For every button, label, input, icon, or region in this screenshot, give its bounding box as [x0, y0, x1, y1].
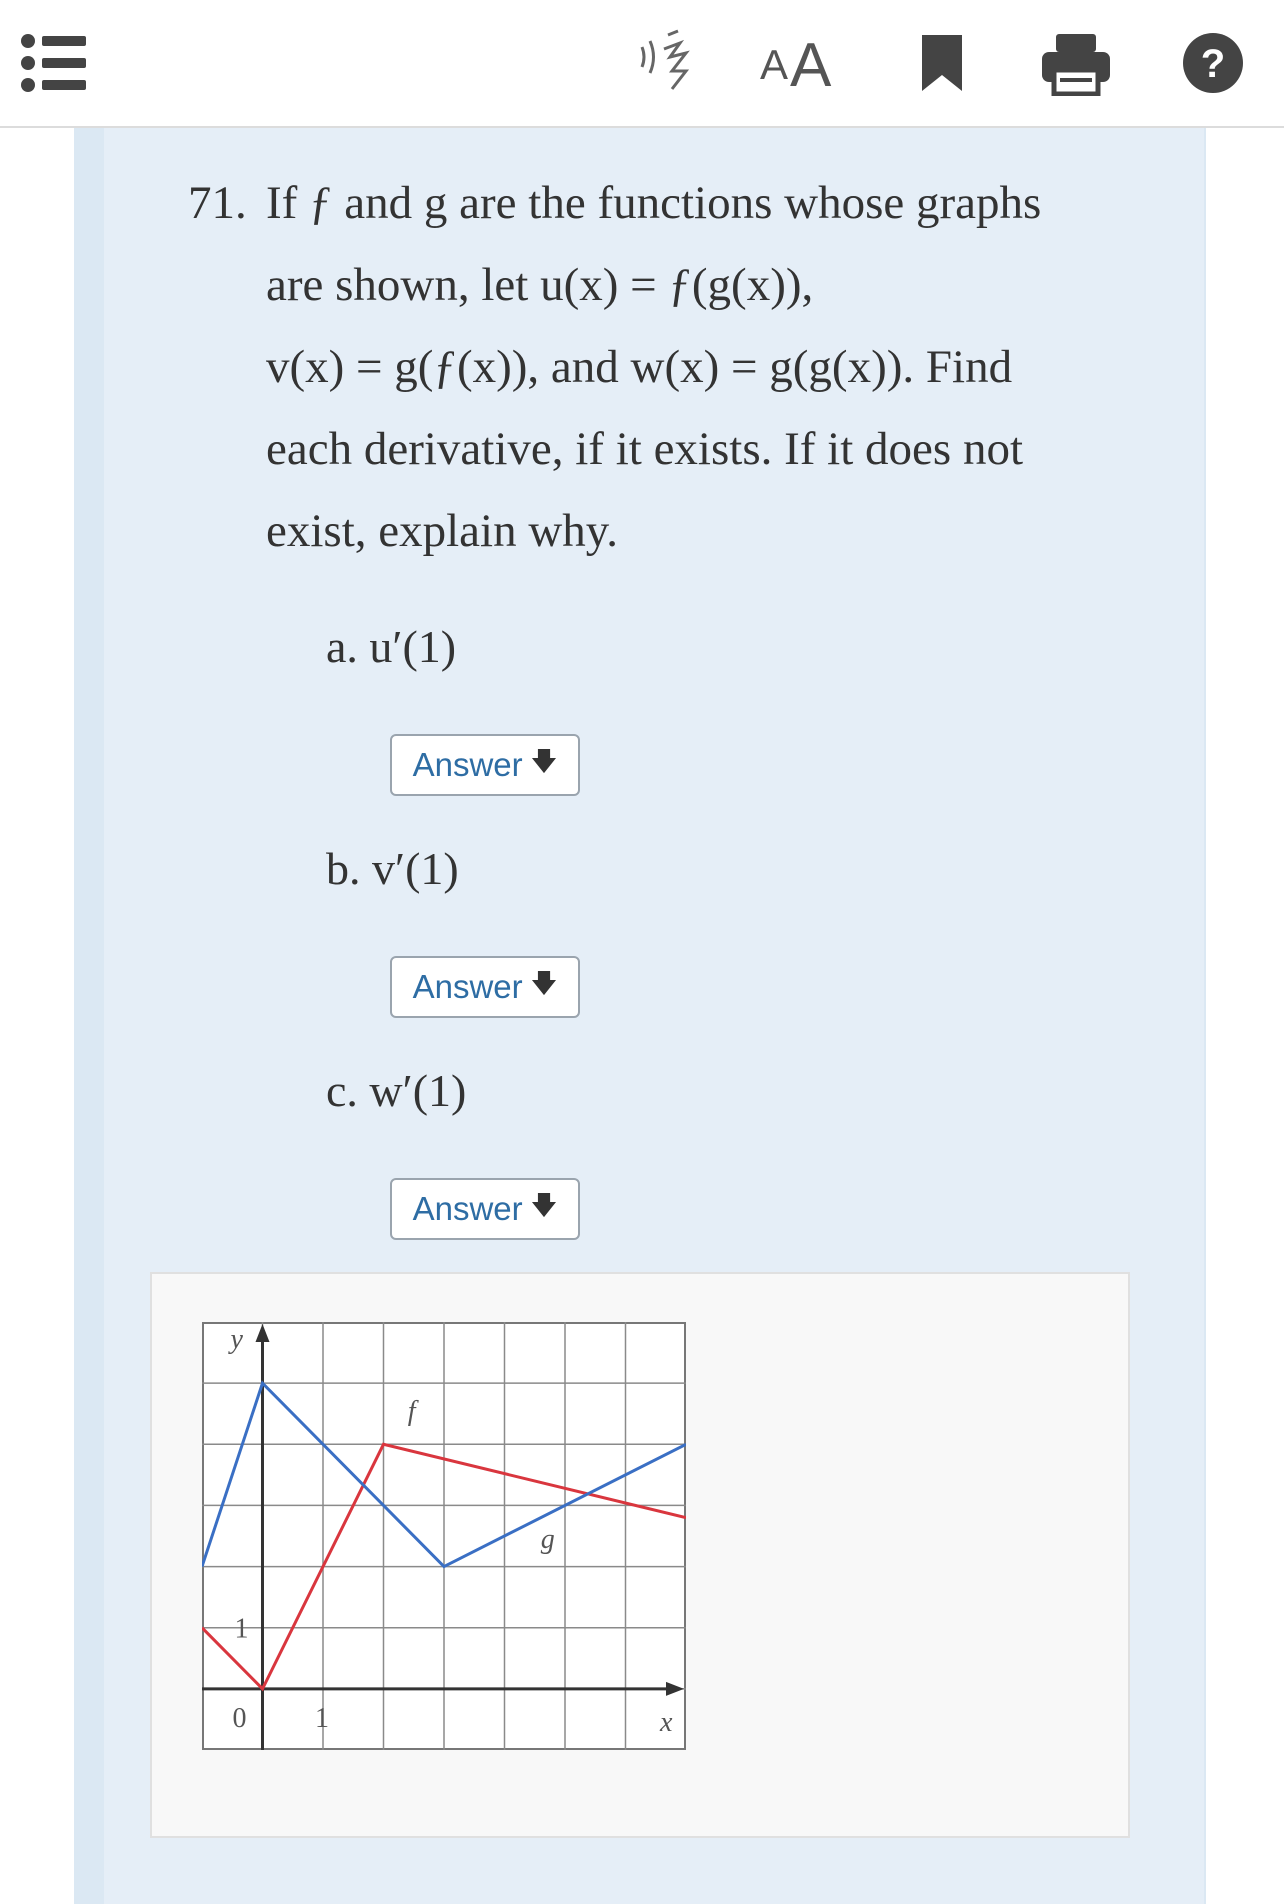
answer-button-c[interactable] — [390, 1178, 580, 1240]
answer-button-b[interactable] — [390, 956, 580, 1018]
arrow-down-icon: 🡇 — [530, 1190, 558, 1220]
answer-button-a[interactable] — [390, 734, 580, 796]
arrow-down-icon: 🡇 — [530, 746, 558, 776]
menu-icon[interactable] — [10, 28, 100, 98]
x-axis-label: x — [660, 1706, 673, 1738]
help-glyph: ? — [1200, 42, 1226, 86]
question-text — [188, 162, 1128, 572]
answer-button-label: Answer — [412, 968, 523, 1005]
x-tick-label: 1 — [315, 1702, 329, 1734]
help-icon[interactable] — [1178, 28, 1248, 98]
answer-button-label: Answer — [412, 746, 523, 783]
audio-icon[interactable] — [628, 22, 710, 102]
graph-figure — [150, 1272, 1130, 1838]
question-line-1: If ƒ and g are the functions whose graphs — [266, 177, 1042, 229]
series-label-f: f — [407, 1395, 416, 1427]
function-graph — [202, 1322, 686, 1750]
origin-label: 0 — [232, 1702, 247, 1734]
series-label-g: g — [540, 1524, 555, 1556]
arrow-down-icon: 🡇 — [530, 968, 558, 998]
question-line-5: exist, explain why. — [266, 505, 618, 557]
part-c-label: c. w′(1) — [326, 1065, 467, 1116]
bookmark-icon[interactable] — [912, 28, 972, 98]
font-size-small-label: A — [760, 41, 789, 88]
y-tick-label: 1 — [234, 1613, 249, 1645]
question-line-2: are shown, let u(x) = ƒ(g(x)), — [266, 259, 814, 311]
answer-button-label: Answer — [412, 1190, 523, 1227]
font-size-large-label: A — [790, 30, 832, 100]
toolbar — [0, 0, 1284, 128]
print-icon[interactable] — [1036, 28, 1116, 100]
part-a-label: a. u′(1) — [326, 621, 457, 672]
question-number: 71. — [188, 177, 247, 229]
question-line-4: each derivative, if it exists. If it does not — [266, 423, 1024, 475]
font-size-button[interactable] — [760, 30, 831, 100]
y-axis-label: y — [230, 1324, 243, 1355]
question-line-3: v(x) = g(ƒ(x)), and w(x) = g(g(x)). Find — [266, 341, 1013, 393]
part-b-label: b. v′(1) — [326, 843, 459, 894]
